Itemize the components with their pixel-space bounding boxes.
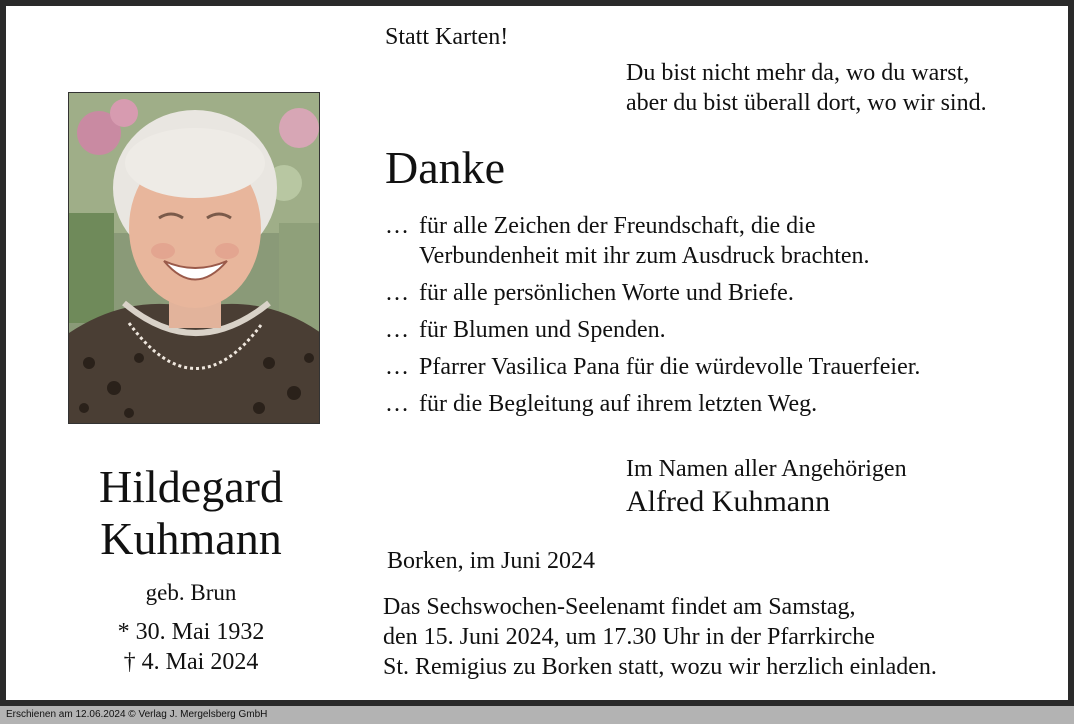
ellipsis: … (385, 317, 409, 343)
first-name: Hildegard (99, 461, 283, 512)
thanks-item-line: Verbundenheit mit ihr zum Ausdruck brachten. (419, 243, 870, 269)
statt-karten-text: Statt Karten! (385, 24, 509, 50)
thanks-item (385, 211, 920, 271)
signature-name: Alfred Kuhmann (626, 485, 831, 518)
thanks-item-line: für die Begleitung auf ihrem letzten Weg. (419, 391, 818, 417)
thanks-item (385, 315, 920, 345)
thanks-item (385, 389, 920, 419)
signature-intro: Im Namen aller Angehörigen (626, 456, 907, 482)
mass-notice (383, 592, 937, 682)
birth-name: geb. Brun (145, 580, 237, 605)
quote-line: aber du bist überall dort, wo wir sind. (626, 90, 987, 116)
thanks-item-line: Pfarrer Vasilica Pana für die würdevolle Trauerfeier. (419, 354, 921, 380)
quote-line: Du bist nicht mehr da, wo du warst, (626, 60, 970, 86)
thanks-item (385, 352, 920, 382)
deceased-info (46, 461, 336, 677)
notice-line: St. Remigius zu Borken statt, wozu wir herzlich einladen. (383, 654, 937, 680)
ellipsis: … (385, 354, 409, 380)
danke-heading: Danke (385, 142, 506, 193)
life-dates (46, 617, 336, 677)
ellipsis: … (385, 280, 409, 306)
notice-line: den 15. Juni 2024, um 17.30 Uhr in der Pfarrkirche (383, 624, 875, 650)
thanks-item (385, 278, 920, 308)
thanks-list (385, 211, 920, 426)
portrait-photo (68, 92, 320, 424)
thanks-item-line: für alle Zeichen der Freundschaft, die die (419, 213, 816, 239)
thanks-item-line: für Blumen und Spenden. (419, 317, 666, 343)
thanks-item-line: für alle persönlichen Worte und Briefe. (419, 280, 794, 306)
ellipsis: … (385, 391, 409, 417)
last-name: Kuhmann (100, 513, 282, 564)
birth-date: * 30. Mai 1932 (117, 619, 265, 645)
publication-footer: Erschienen am 12.06.2024 © Verlag J. Mergelsberg GmbH (0, 706, 1074, 724)
place-date: Borken, im Juni 2024 (387, 548, 595, 574)
signature (626, 454, 907, 520)
notice-line: Das Sechswochen-Seelenamt findet am Samstag, (383, 594, 856, 620)
quote (626, 58, 987, 118)
ellipsis: … (385, 213, 409, 239)
death-date: † 4. Mai 2024 (123, 649, 259, 675)
